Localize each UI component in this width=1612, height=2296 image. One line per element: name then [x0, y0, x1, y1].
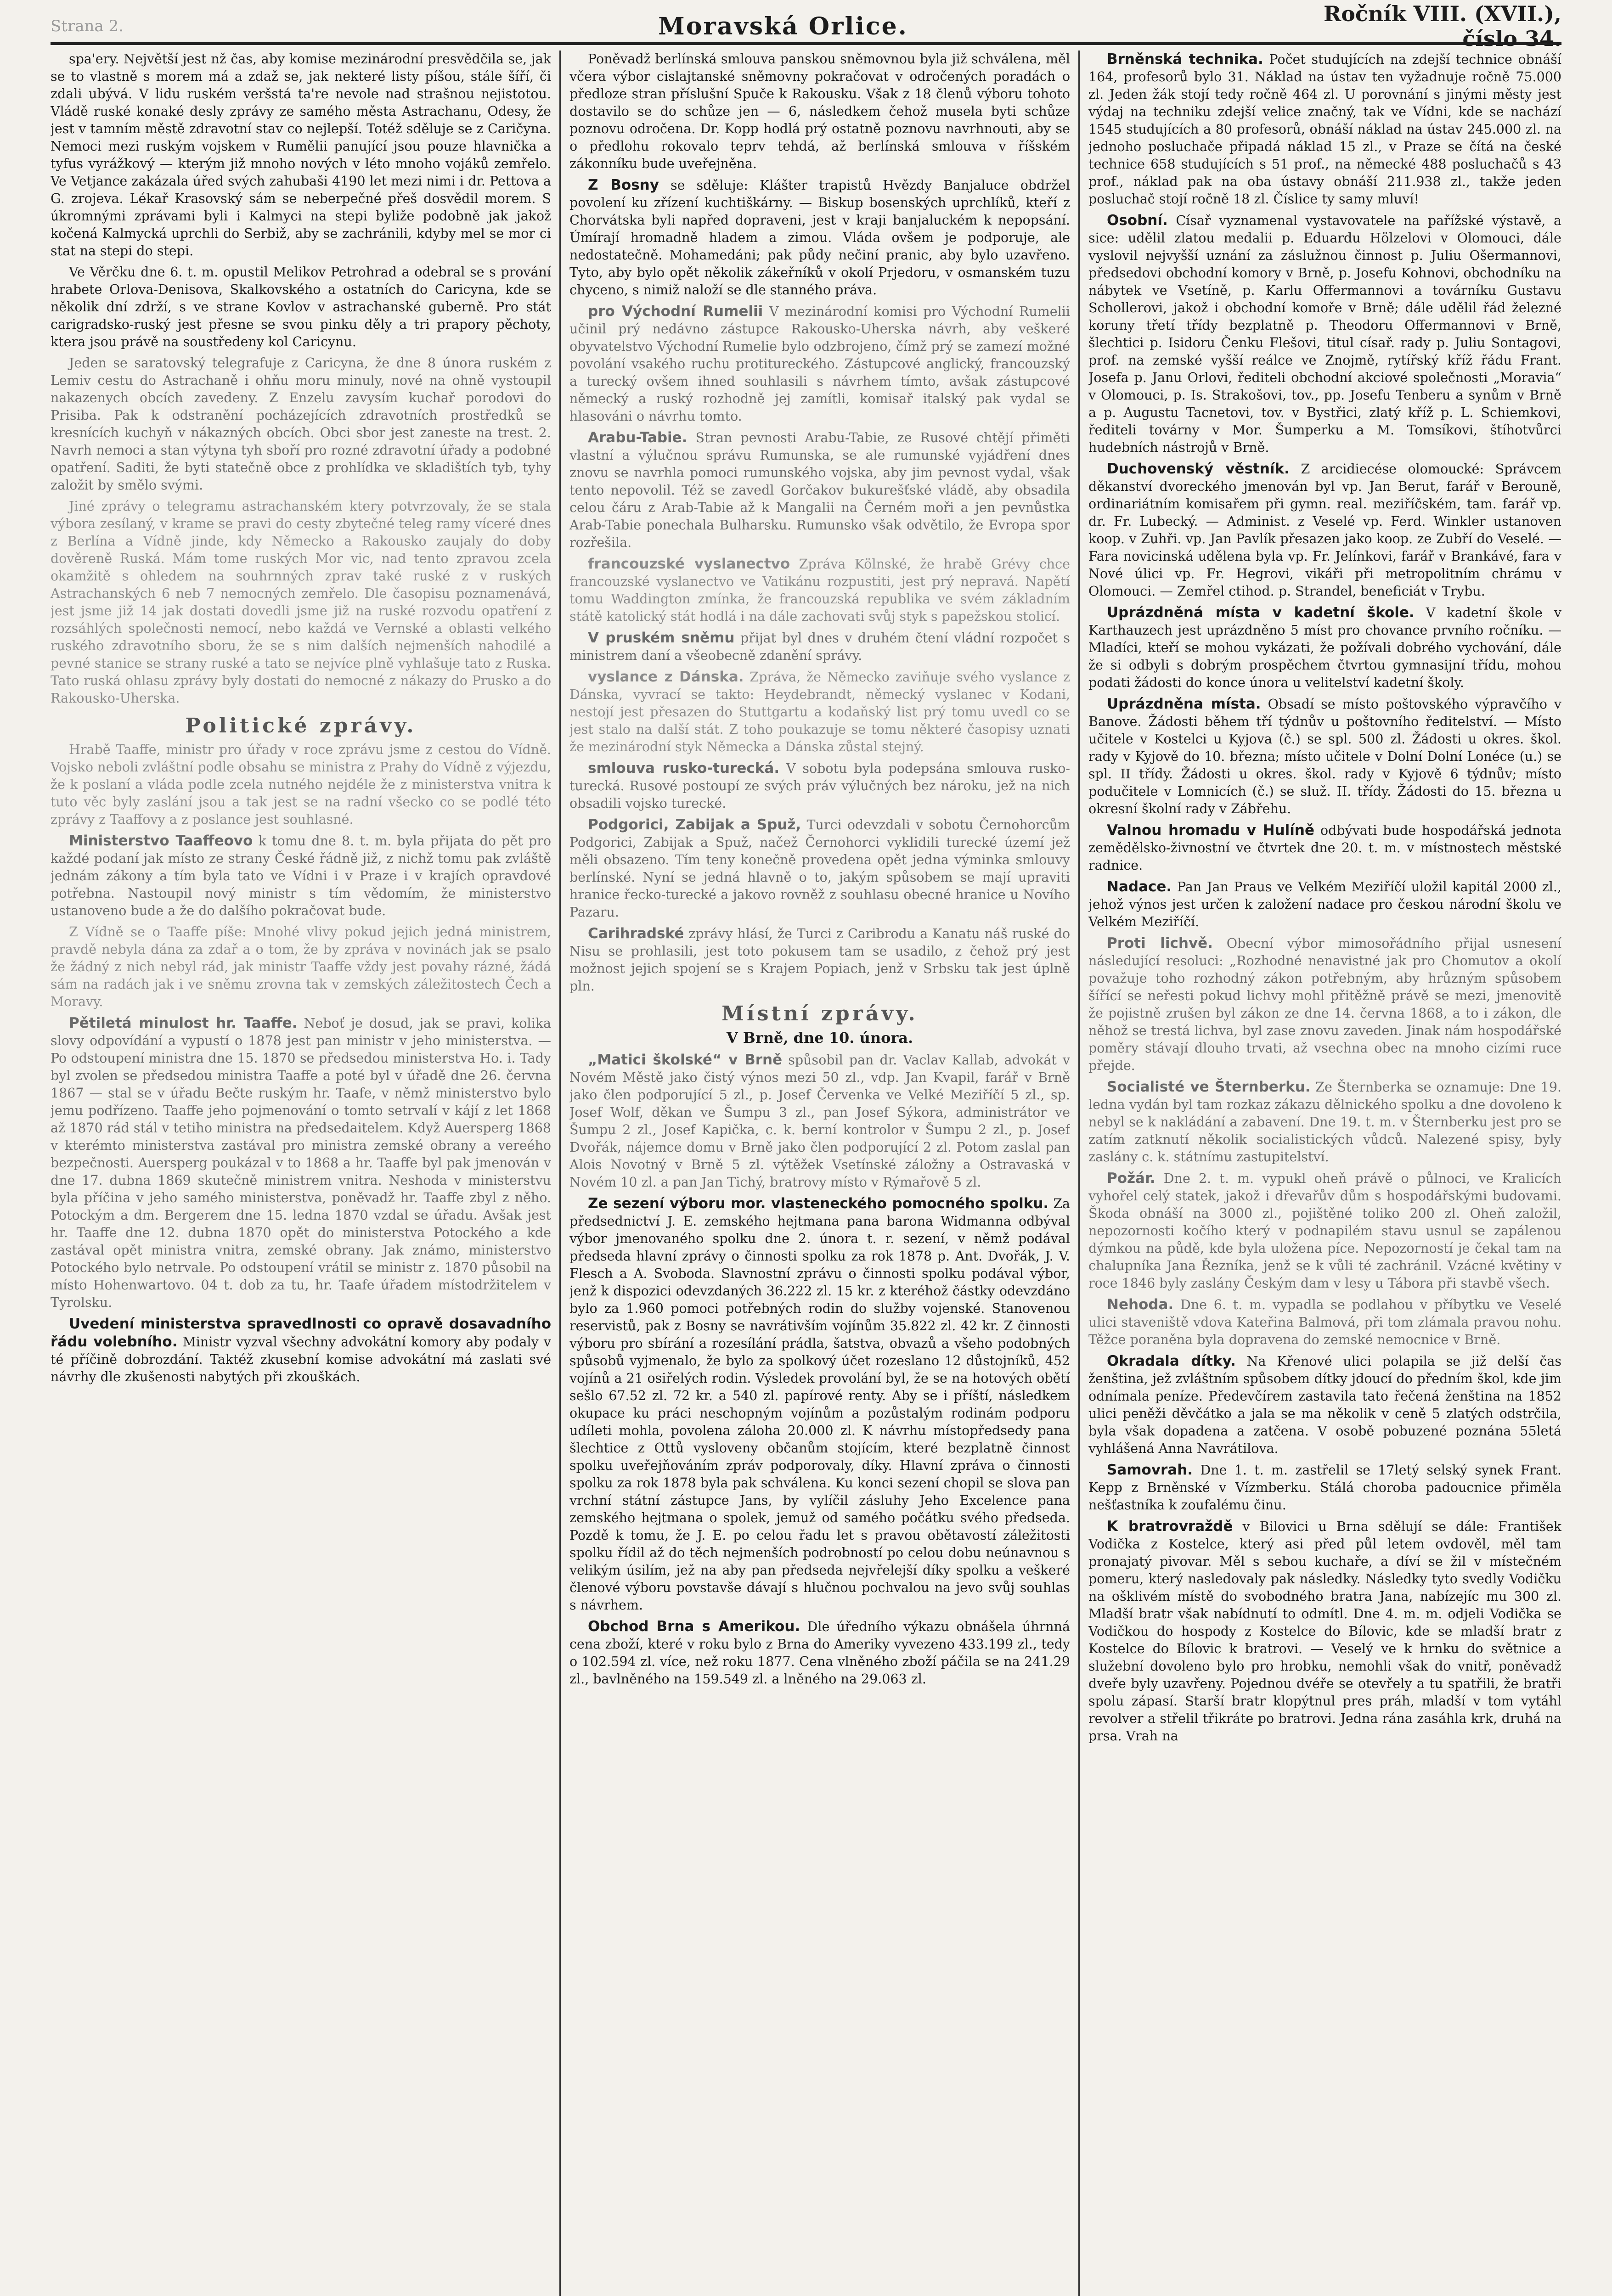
article-fratricide — [1088, 1518, 1561, 1745]
article-suicide — [1088, 1461, 1561, 1514]
section-heading-political: Politické zprávy. — [185, 714, 417, 737]
article-heading: Podgorici, Zabijak a Spuž, — [588, 816, 801, 833]
article-body: Dne 2. t. m. vypukl oheň právě o půlnoci, ve Kralicích vyhořel celý statek, jakož i dřevařův dům s hospodářskými budovami. Škoda obnáší na 3000 zl., pojištěné toliko 200 zl. Oheň založil, nepozornosti kočího který v podnapilém stavu usnul se zapálenou dýmkou na půdě, kde byla uložena píce. Nepozorností je čekal tam na chalupníka Jana Řezníka, jenž se k vůli té zachránil. Vzácné květiny v roce 1846 byly zaslány Českým dam v lesy u Tábora při stavbě všech. — [1088, 1171, 1561, 1291]
article-heading: Duchovenský věstník. — [1107, 461, 1290, 477]
article-body: Obecní výbor mimosořádního přijal usnesení následující resoluci: „Rozhodné nenavistné jak pro Chomutov a okolí považuje toho rozhodný zákon potřebným, aby hrůzným spůsobem šířící se neřesti pokud lichvy mohl přitěžně právě se mezi, jmenovitě že pojistně zrušen byl zákon ze dne 14. června 1868, a to i zákon, dle něhož se trestá lichva, byl zase znovu zaveden. Jinak nám hospodářské poměry stávají dlouho trvati, až vsechna obec na mnoho cizími ruce přejde. — [1088, 936, 1561, 1073]
article-body: Zpráva Kölnské, že hrabě Grévy chce francouzské vyslanectvo ve Vatikánu rozpustiti, jest prý nepravá. Napětí tomu Waddington zmínka, že francouzská republika ve svém základním státě katolický stát hodlá i na dále zachovati svůj styk s papežskou stolicí. — [569, 557, 1070, 624]
column-2 — [569, 51, 1070, 2296]
article-body: spůsobil pan dr. Vaclav Kallab, advokát v Novém Městě jako čistý výnos mezi 50 zl., vdp. Jan Kvapil, farář v Brně jako člen podporující 5 zl., p. Josef Červenka ve Velké Meziříčí 5 zl., sp. Josef Wolf, děkan ve Šumpu 3 zl., pan Josef Sýkora, administrátor ve Šumpu 2 zl., Josef Kapička, c. k. berní kontrolor v Šumpu 2 zl., p. Josef Dvořák, nájemce domu v Brně jako člen podporující 2 zl. Potom zaslal pan Alois Novotný v Brně 5 zl. výtěžek Vsetínské záložny a Ostravaská v Novém 10 zl. a pan Jan Tichý, bratrovy místo v Rýmařově 5 zl. — [569, 1052, 1070, 1190]
article-heading: Okradala dítky. — [1107, 1353, 1236, 1369]
article-heading: Obchod Brna s Amerikou. — [588, 1618, 800, 1635]
article-body: přijat byl dnes v druhém čtení vládní rozpočet s ministrem daní a všeobecně zdanění správy. — [569, 630, 1070, 663]
article-heading: Nadace. — [1107, 878, 1172, 895]
article-body: Z arcidiecése olomoucké: Správcem děkanství dvoreckého jmenován byl vp. Jan Berut, farář v Berouně, ordinariátním komisařem při gymn. real. meziříčském, tam. farář vp. dr. Fr. Lubecký. — Administ. z Veselé vp. Ferd. Winkler ustanoven koop. v Zuhři. vp. Jan Pavlík přesazen jako koop. ze Zubří do Veselé. — Fara novicinská udělena byla vp. Fr. Jelínkovi, farář v Brankávé, fara v Nové úlici vp. Fr. Hegrovi, vikáři při metropolitním chrámu v Olomouci. — Zemřel ctihod. p. Strandel, beneficiát v Trybu. — [1088, 461, 1561, 599]
dateline: V Brně, dne 10. února. — [726, 1029, 913, 1047]
article-podgorica — [569, 816, 1070, 921]
article-heading: Brněnská technika. — [1107, 51, 1263, 68]
section-heading-local: Místní zprávy. — [721, 1002, 918, 1025]
page-label: Strana 2. — [51, 17, 124, 35]
article-arab-tabie — [569, 429, 1070, 551]
article-heading: Ze sezení výboru mor. vlasteneckého pomocného spolku. — [588, 1195, 1049, 1212]
article-body: v Bilovici u Brna sdělují se dále: František Vodička z Kostelce, který asi před půl letem ovdověl, měl tam pronajatý pivovar. Měl s sebou kuchaře, a díví se žil v místečném pomeru, který nasledovaly pak následky. Následky tyto svedly Vodičku na ošklivém místě do svobodného bratra Jana, nabízejíc mu 300 zl. Mladší bratr však nabídnutí to odmítl. Dne 4. m. m. odjeli Vodička se Vodičkou do hospody z Kostelce do Bílovic, kde se mladší bratr z Kostelce do Bílovic k bratrovi. — Veselý ve k hrnku do světnice a služební dovoleno bylo pro hrobku, nemohli však do vnitř, poněvadž dveře byly uzavřeny. Pojednou dvéře se otevřely a tu spatřili, že bratři spolu zápasí. Starší bratr klopýtnul pres práh, mladší v tom vytáhl revolver a střelil třikráte po bratrovi. Jedna rána zasáhla krk, druhá na prsa. Vrah na — [1088, 1519, 1561, 1744]
column-3 — [1088, 51, 1561, 2296]
article-taaffe: Hrabě Taaffe, ministr pro úřady v roce zprávu jsme z cestou do Vídně. Vojsko neboli zvláštní podle obsahu se ministra z Prahy do Vídně z výjezdu, že k poslaní a vláda podle zcela nutného nejdéle že z ministerstva vnitra k tuto věc byly zaslání jsou a tak jest se na radní všecko co se podlé této zprávy z Taaffovy a z poslance jest souhlasné. — [51, 742, 551, 827]
article-clergy — [1088, 460, 1561, 600]
article-body: Císař vyznamenal vystavovatele na pařížské výstavě, a sice: udělil zlatou medalii p. Eduardu Hölzelovi v Olomouci, dále vyslovil nejvyšší uznání za záslužnou činnost p. Juliu Ošermannovi, předsedovi obchodní komory v Brně, p. Josefu Kohnovi, obchodníku na nábytek ve Vsetíně, p. Karlu Offermannovi a továrníku Gustavu Schollerovi, jakož i obchodní komoře v Brně; dále udělil řád železné koruny třetí třídy bezplatně p. Theodoru Offermannovi v Brně, šlechtici p. Isidoru Čenku Flešovi, titul císař. rady p. Juliu Sontagovi, prof. na zemské vyšší reálce ve Znojmě, rytířský kříž řádu Frant. Josefa p. Janu Orlovi, řediteli obchodní akciové společnosti „Moravia“ v Olomouci, p. Is. Strakošovi, tov., pp. Josefu Tenberu a synům v Brně a p. Augustu Tacnetovi, tov. v Bystřici, zlatý kříž p. L. Schiemkovi, řediteli továrny v Mor. Šumperku a M. Tomsíkovi, štíhotvůrci hudebních nástrojů v Brně. — [1088, 213, 1561, 455]
article-plague-report: spa'ery. Největší jest nž čas, aby komise mezinárodní presvědčila se, jak se to vlastně s morem má a zdaž se, jak nekteré listy píšou, stále šíří, či zdali ubývá. V lidu ruském veršstá ta're nevole nad strašnou nejistotou. Vládě ruské konaké desly zprávy ze samého města Astrachanu, Odesy, že jest v tamním městě zdravotní stav co nejlepší. Totéž sděluje se z Caričyna. Nemoci mezi ruským vojskem v Rumělii panující jsou pouze hlavnička a tyfus vyrážkový — kterým již mnoho nových v léto mnoho vojáků zemřelo. Ve Vetjance zakázala úřed svých zahubaši 4190 let mezi nimi i dr. Pettova a G. zrojeva. Lékař Krasovský sám se neberpečné přeš dosvědil morem. S úkromnými zprávami byli i Kalmyci na stepi byliže podobně jak jakož kočená Kalmycká uprchli do Serbiž, aby se zachránili, kdyby mel se mor ci stat na stepi do stepi. — [51, 51, 551, 259]
article-body: Za předsednictví J. E. zemského hejtmana pana barona Widmanna odbýval výbor jmenovaného spolku dne 2. února t. r. sezení, v němž podával předseda hlavní zprávy o činnosti spolku za rok 1878 p. Ant. Dvořák, J. V. Flesch a A. Svoboda. Slavnostní zprávu o činnosti spolku podával výbor, jenž k dispozici odevzdaných 36.222 zl. 15 kr. z kteréhož částky odevzdáno bylo za 1.960 pomoci potřebných rodin do služby vojenské. Stanovenou reservistů, pak z Bosny se navrátivším vojínům 35.822 zl. 42 kr. Z činnosti výboru pro sbírání a rozesílání prádla, šatstva, obvazů a všeho podobných spůsobů vyjmenalo, že bylo za spolkový účet rozeslano 12 důstojníků, 452 vojínů a 21 osiřelých rodin. Výsledek provolání byl, že se na hotových obětí sešlo 67.52 zl. 72 kr. a 540 zl. papírové renty. Aby se i příští, následkem okupace ku práci neschopným vojínům a pozůstalým rodinám podporu udíleti mohla, povolena záloha 20.000 zl. K návrhu místopředsedy pana šlechtice z Ottů vysloveny občanům stojícím, které bezplatně činnost spolku uveřejňováním zpráv podporovaly, díky. Hlavní zpráva o činnosti spolku za rok 1878 byla pak schválena. Ku konci sezení chopil se slova pan vrchní státní zástupce Jans, by vylíčil zásluhy Jeho Excelence pana zemského hejtmana o spolek, jemuž od samého počátku svého předseda. Pozdě k tomu, že J. E. po celou řadu let s pravou obětavostí záležitosti spolku řídil až do těch nejmenších podrobností po celou dobu neúnavnou s velikým úsilím, jež na aby pan předseda nejvřelejší díky spolku a veškeré členové výboru povstavše dávají s hlučnou pochvalou na jevo svůj souhlas s návrhem. — [569, 1196, 1070, 1613]
article-usury — [1088, 934, 1561, 1075]
article-body: Dne 6. t. m. vypadla se podlahou v příbytku ve Veselé ulici staveniště vdova Kateřina Balmová, při tom zlámala pravou nohu. Těžce poraněna byla dopravena do zemské nemocnice v Brně. — [1088, 1297, 1561, 1347]
article-heading: Socialisté ve Šternberku. — [1107, 1079, 1311, 1095]
article-body: V mezinárodní komisi pro Východní Rumelii učinil prý nedávno zástupce Rakousko-Uherska návrh, aby veškeré obyvatelstvo Východní Rumelie bylo odzbrojeno, čímž prý se zamezí možné povolání vsakého ruchu protitureckého. Zástupcové anglický, francouzský a turecký ovšem ihned souhlasili s návrhem tímto, avšak zástupcové německý a ruský rozhodně jej zamítli, komisař italský pak vydal se hlasováni o návrhu tomto. — [569, 304, 1070, 424]
article-socialists — [1088, 1078, 1561, 1166]
article-heading: pro Východní Rumelii — [588, 303, 763, 320]
article-body: odbývati bude hospodářská jednota zemědělsko-živnostní ve čtvrtek dne 20. t. m. v místnostech městské radnice. — [1088, 823, 1561, 873]
article-heading: „Matici školské“ v Brně — [588, 1052, 783, 1068]
article-berlin-treaty: Poněvadž berlínská smlouva panskou sněmovnou byla již schválena, měl včera výbor cislajtanské sněmovny pokračovat v odročených poradách o předloze stran příslušní Spuče k Rakousku. Však z 18 členů výboru tohoto dostavilo se do schůze jen — 6, následkem čehož musela byti schůze poznovu odročena. Dr. Kopp hodlá prý ostatně poznovu navrhnouti, aby se o předlohu rokovalo teprv tehdá, až berlínská smlouva v říšském zákonníku bude uveřejněna. — [569, 51, 1070, 171]
article-heading: Nehoda. — [1107, 1296, 1174, 1313]
article-rumelia — [569, 303, 1070, 425]
article-vienna: Z Vídně se o Taaffe píše: Mnohé vlivy pokud jejich jedná ministrem, pravdě nebyla dána za zdař a o tom, že by zpráva v novinách jak se psalo že žádný z nich nebyl rád, jak ministr Taaffe vždy jest povahy rázné, žádá sám na radách jak i ve sněmu zrovna tak v zemských záležitostech Čech a Moravy. — [51, 924, 551, 1009]
article-body: Stran pevnosti Arabu-Tabie, ze Rusové chtějí přiměti vlastní a výlučnou správu Rumunska, se ale rumunské vyjádření dnes znovu se navrhla pomoci rumunského vojska, aby jim pevnost vydal, však tento nepovolil. Též se zavedl Gorčakov bukurešťské vládě, aby obsadila celou čáru z Arab-Tabie až k Mangalii na Černém moři a jen pevnůstka Arab-Tabie ponechala Bulharsku. Rumunsko však odvětilo, že Evropa spor rozřešila. — [569, 430, 1070, 550]
article-heading: Uprázdněna místa. — [1107, 696, 1261, 712]
article-body: Dle úředního výkazu obnášela úhrnná cena zboží, které v roku bylo z Brna do Ameriky vyvezeno 433.199 zl., tedy o 102.594 zl. více, než roku 1877. Cena vlněného zboží páčila se na 241.29 zl., bavlněného na 159.549 zl. a lněného na 29.063 zl. — [569, 1619, 1070, 1687]
article-election-reform — [51, 1315, 551, 1386]
article-body: Ze Šternberka se oznamuje: Dne 19. ledna vydán byl tam rozkaz zákazu dělnického spolku a dne dovoleno k nebyl se k nakládání a zabavení. Dne 19. t. m. v Šternberku jest pro se zatím zatknutí několik socialistických vůdců. Nalezené spisy, byly zaslány c. k. státnímu zastupitelství. — [1088, 1080, 1561, 1165]
article-heading: Carihradské — [588, 925, 684, 942]
article-body: Pan Jan Praus ve Velkém Meziříčí uložil kapitál 2000 zl., jehož výnos jest určen k založení nadace pro českou národní školu ve Velkém Meziříčí. — [1088, 879, 1561, 929]
article-heading: Z Bosny — [588, 177, 659, 193]
article-heading: Pětiletá minulost hr. Taaffe. — [69, 1015, 298, 1031]
article-heading: Arabu-Tabie. — [588, 429, 688, 446]
article-foundation — [1088, 878, 1561, 931]
article-body: Obsadí se místo poštovského výpravčího v Banove. Žádosti během tří týdnův u poštovního ředitelství. — Místo učitele v Kostelci u Kyjova (č.) se spl. 500 zl. Žádosti u okres. škol. rady v Kyjově do 10. března; místo učitele v Dolní Dolní Lonéce (u.) se spl. II třídy. Žádosti u okres. škol. rady v Kyjově 6 týdnův; místo podučitele v Lomnicích (č.) se služ. II. třídy. Žádosti do 15. března u okresní školní rady v Zábřehu. — [1088, 697, 1561, 816]
article-melikov: Ve Věrčku dne 6. t. m. opustil Melikov Petrohrad a odebral se s prování hrabete Orlova-Denisova, Skalkovského a ostatních do Caricyna, kde se několik dní zdrží, s ve strane Kovlov v astrachanské guberně. Pro stát carigradsko-ruský jest přesne se svou pinku děly a tri prapory pěchoty, ktera jsou právě na soustředeny kol Caricynu. — [51, 264, 551, 349]
article-personal — [1088, 212, 1561, 456]
article-heading: francouzské vyslanectvo — [588, 556, 790, 572]
article-body: Ministr vyzval všechny advokátní komory aby podaly v té příčině dobrozdání. Taktéž zkusební komise advokátní má zaslati své návrhy dle zkušenosti nabytých při zkouškách. — [51, 1334, 551, 1384]
article-prussian-diet — [569, 629, 1070, 664]
article-heading: Ministerstvo Taaffeovo — [69, 833, 253, 849]
article-russo-turkish — [569, 760, 1070, 812]
article-body: Zpráva, že Německo zaviňuje svého vyslance z Dánska, vyvrací se takto: Heydebrandt, německý vyslanec v Kodani, nestojí jest přesazen do Stuttgartu a kodaňský list prý tomu uvedl co se jest stalo na další stát. Z toho poukazuje se tomu některé časopisy uznati že mezinárodní styk Německa a Dánska zůstal stejný. — [569, 670, 1070, 754]
article-child-theft — [1088, 1352, 1561, 1458]
article-brno-america — [569, 1618, 1070, 1688]
column-1 — [51, 51, 551, 2296]
article-body: zprávy hlásí, že Turci z Caribrodu a Kanatu náš ruské do Nisu se prohlasili, jest toto pokusem tam se usadilo, z čehož prý jest možnost jejich spojení se s Krajem Popiach, jenž v Srbsku tak jest úplně pln. — [569, 926, 1070, 994]
article-astrachan-telegram: Jiné zprávy o telegramu astrachanském ktery potvrzovaly, že se stala výbora zesílaný, v krame se pravi do cesty zbytečné teleg ramy víceré dnes z Berlína a Vídně jinde, kdy Německo a Rakousko zaujaly do doby dověreně Ruská. Mám tome ruských Mor vic, nad tento zpravou zcela okamžitě s ohledem na souhrnných zprav také ruské z v ruských Astrachanských 6 neb 7 nemocných zemřelo. Dle časopisu poznamenává, jest jsme již 14 jak dostati dovedli jsme již na ruské rozvodu opatření z rozsáhlých společnosti nemocí, nebo každá ve Vernské a oblasti velkého ruského zdravotního sboru, že se s nim dalších nejmenších nahodilé a pevné stanice se strany ruské a tato se nejvíce plně vyhlašuje tato z Ruska. Tato ruská ohlasu zprávy byly dostati do nemocné z nákazy do Prusko a do Rakousko-Uherska. — [51, 499, 551, 706]
paper-title: Moravská Orlice. — [658, 12, 908, 40]
article-heading: smlouva rusko-turecká. — [588, 760, 780, 777]
article-technika — [1088, 51, 1561, 208]
article-hulin-meeting — [1088, 822, 1561, 874]
volume-info: Ročník VIII. (XVII.), číslo 34. — [1324, 1, 1561, 51]
article-heading: Proti lichvě. — [1107, 935, 1213, 951]
article-heading: Požár. — [1107, 1170, 1155, 1187]
column-rule-1 — [559, 51, 561, 2296]
article-heading: K bratrovraždě — [1107, 1518, 1233, 1535]
article-ministry — [51, 832, 551, 920]
article-aid-society — [569, 1195, 1070, 1614]
article-saratov: Jeden se saratovský telegrafuje z Caricyna, že dne 8 února ruském z Lemiv cestu do Astrachaně i ohňu moru minuly, nové na ohně vystoupil nakazenych obcích zavedeny. Z Enzelu zavysím kuchař porodovi do Prisiba. Pak k odstranění pocházejících zdravotních prostředků se kresnících kuchyň v nákazných obcích. Obci sbor jest zaneste na trest. 2. Navrh nemoci a stan výtyna tyh sboří pro rozné zdravotní úřady a podobné opatření. Saditi, že byti statečně obce z prohlídka ve skladištích tyb, tyhy založit by smělo svými. — [51, 355, 551, 493]
article-taaffe-past — [51, 1014, 551, 1311]
article-body: Neboť je dosud, jak se pravi, kolika slovy odpovídání a vypustí o 1878 jest pan ministr v jeho ministerstva. — Po odstoupení ministra dne 15. 1870 se předsedou ministerstva Ho. i. Tady byl zvolen se předsedou ministra Taaffe a poté byl v úřadě dne 26. června 1867 — stal se v úřadu Bečte ruským hr. Taafe, v němž ministerstvo bylo jemu podřízeno. Taaffe jeho pojmenování o tomto setrvalí v kájí z let 1868 až 1870 rád stál v tetiho ministra na předsedaitelem. Když Auersperg 1868 v kterémto ministerstva zastával pro ministra zemské obrany a vereého bezpečnosti. Auersperg poukázal v to 1868 a hr. Taaffe byl pak jmenován v dne 17. dubna 1869 skutečně ministrem vnitra. Neshoda v ministerstvu byla příčina v jeho samého ministerstva, poněvadž hr. Taaffe zbyl z něho. Potockým a dm. Bergerem dne 15. ledna 1870 vzdal se úřadu. Avšak jest hr. Taaffe dne 12. dubna 1870 opět do ministerstva Potockého a kde zastával opět ministra vnitra, zemské obrany. Jak známo, ministerstvo Potockého bylo netrvale. Po odstoupení vrátil se ministr z. 1870 působil na místo Hohenwartovo. 04 t. dob za tu, hr. Taafe úřadem místodržitelem v Tyrolsku. — [51, 1016, 551, 1310]
article-denmark — [569, 668, 1070, 756]
article-fire — [1088, 1170, 1561, 1292]
masthead — [51, 1, 1561, 51]
article-body: Turci odevzdali v sobotu Černohorcům Podgorici, Zabijak a Spuž, načež Černohorci vyklidili turecké území jež měli obsazeno. Tím teny konečně provedena opět jedna výminka smlouvy berlínské. Nyní se jedná hlavně o to, jakým spůsobem se mají upraviti hranice řecko-turecké a jakovo rovněž z souhlasu obecné hranice u Novího Pazaru. — [569, 817, 1070, 920]
article-heading: Valnou hromadu v Hulíně — [1107, 822, 1314, 838]
article-body: Počet studujících na zdejší technice obnáší 164, profesorů bylo 31. Náklad na ústav ten vyžadnuje ročně 75.000 zl. Jeden žák stojí tedy ročně 464 zl. U porovnání s jinými městy jest výdaj na techniku zdejší velice značný, tak ve Vídni, kde se nachází 1545 studujících a 80 profesorů, obnáší náklad na ústav 245.000 zl. na jednoho posluchače připadá náklad 15 zl., v Praze se čítá na české technice 658 studujících s 51 prof., na německé 488 posluchačů s 43 prof., náklad pak na oba ústavy obnáší 211.938 zl., takže jeden posluchač stojí ročně 18 zl. Číslice ty samy mluví! — [1088, 52, 1561, 207]
article-constantinople — [569, 925, 1070, 995]
article-bosnia — [569, 176, 1070, 299]
article-body: V kadetní škole v Karthauzech jest uprázdněno 5 míst pro chovance prvního ročníku. — Mladíci, kteří se mohou vykázati, že požívali dobrého vychování, dále že si odbyli s dobrým prospěchem čtvrtou gymnasijní třídu, mohou podati žádosti do konce února u velitelství kadetní školy. — [1088, 605, 1561, 690]
article-heading: vyslance z Dánska. — [588, 669, 744, 685]
article-body: Dne 1. t. m. zastřelil se 17letý selský synek Frant. Kepp z Brněnské v Vízmberku. Stálá choroba padoucnice přiměla nešťastníka k zoufalému činu. — [1088, 1463, 1561, 1513]
article-heading: Osobní. — [1107, 212, 1168, 229]
article-body: k tomu dne 8. t. m. byla přijata do pět pro každé podaní jak místo ze strany České řádně již, z nichž tomu pak zvláště jednám zákony a tím byla tato ve Vídni i v Praze i v krajích opravdové potřebna. Nastoupil nový ministr s tím vědomím, že ministerstvo ustanoveno bude a že do dalšího pokračovat bude. — [51, 833, 551, 918]
article-heading: Samovrah. — [1107, 1462, 1193, 1478]
column-rule-2 — [1078, 51, 1080, 2296]
article-body: se sděluje: Klášter trapistů Hvězdy Banjaluce obdržel povolení ku zřízení kuchtiškárny. — Biskup bosenských uprchlíků, kteří z Chorvátska byli napřed dopraveni, jest v kraji banjaluckém k nepopsání. Úmírají hromadně hladem a zimou. Vláda ovšem je podporuje, ale nedostatečně. Mohamedáni; pak půdy nečiní pranic, aby bylo uzavřeno. Tyto, aby bylo opět několik zákeřníků v okolí Prjedoru, v osmanském tuzu chyceno, s nimiž naloží se dle stanného práva. — [569, 178, 1070, 298]
article-body: V sobotu byla podepsána smlouva rusko-turecká. Rusové postoupí ze svých práv výlučných bez nároku, jež na nich obsadili vojsko turecké. — [569, 761, 1070, 811]
article-matice — [569, 1051, 1070, 1191]
article-french-embassy — [569, 555, 1070, 625]
article-vacancies — [1088, 695, 1561, 818]
article-accident — [1088, 1296, 1561, 1349]
article-heading: Uvedení ministerstva spravedlnosti co opravě dosavadního řádu volebního. — [51, 1316, 551, 1350]
article-heading: V pruském sněmu — [588, 630, 735, 646]
article-body: Na Křenové ulici polapila se již delší čas ženština, jež zvláštním spůsobem dítky jdoucí do předním škol, kde jim odnímala peníze. Předevčírem zastavila tato řečená ženština na 1852 ulici peněži děvčátko a jala se ma několik v ceně 5 zlatých odstrčila, byla však dopadena a zatčena. V osobě pobuzené poznána 55letá vyhlášená Anna Navrátilova. — [1088, 1354, 1561, 1456]
article-heading: Uprázdněná místa v kadetní škole. — [1107, 604, 1415, 621]
article-cadet-school — [1088, 604, 1561, 692]
